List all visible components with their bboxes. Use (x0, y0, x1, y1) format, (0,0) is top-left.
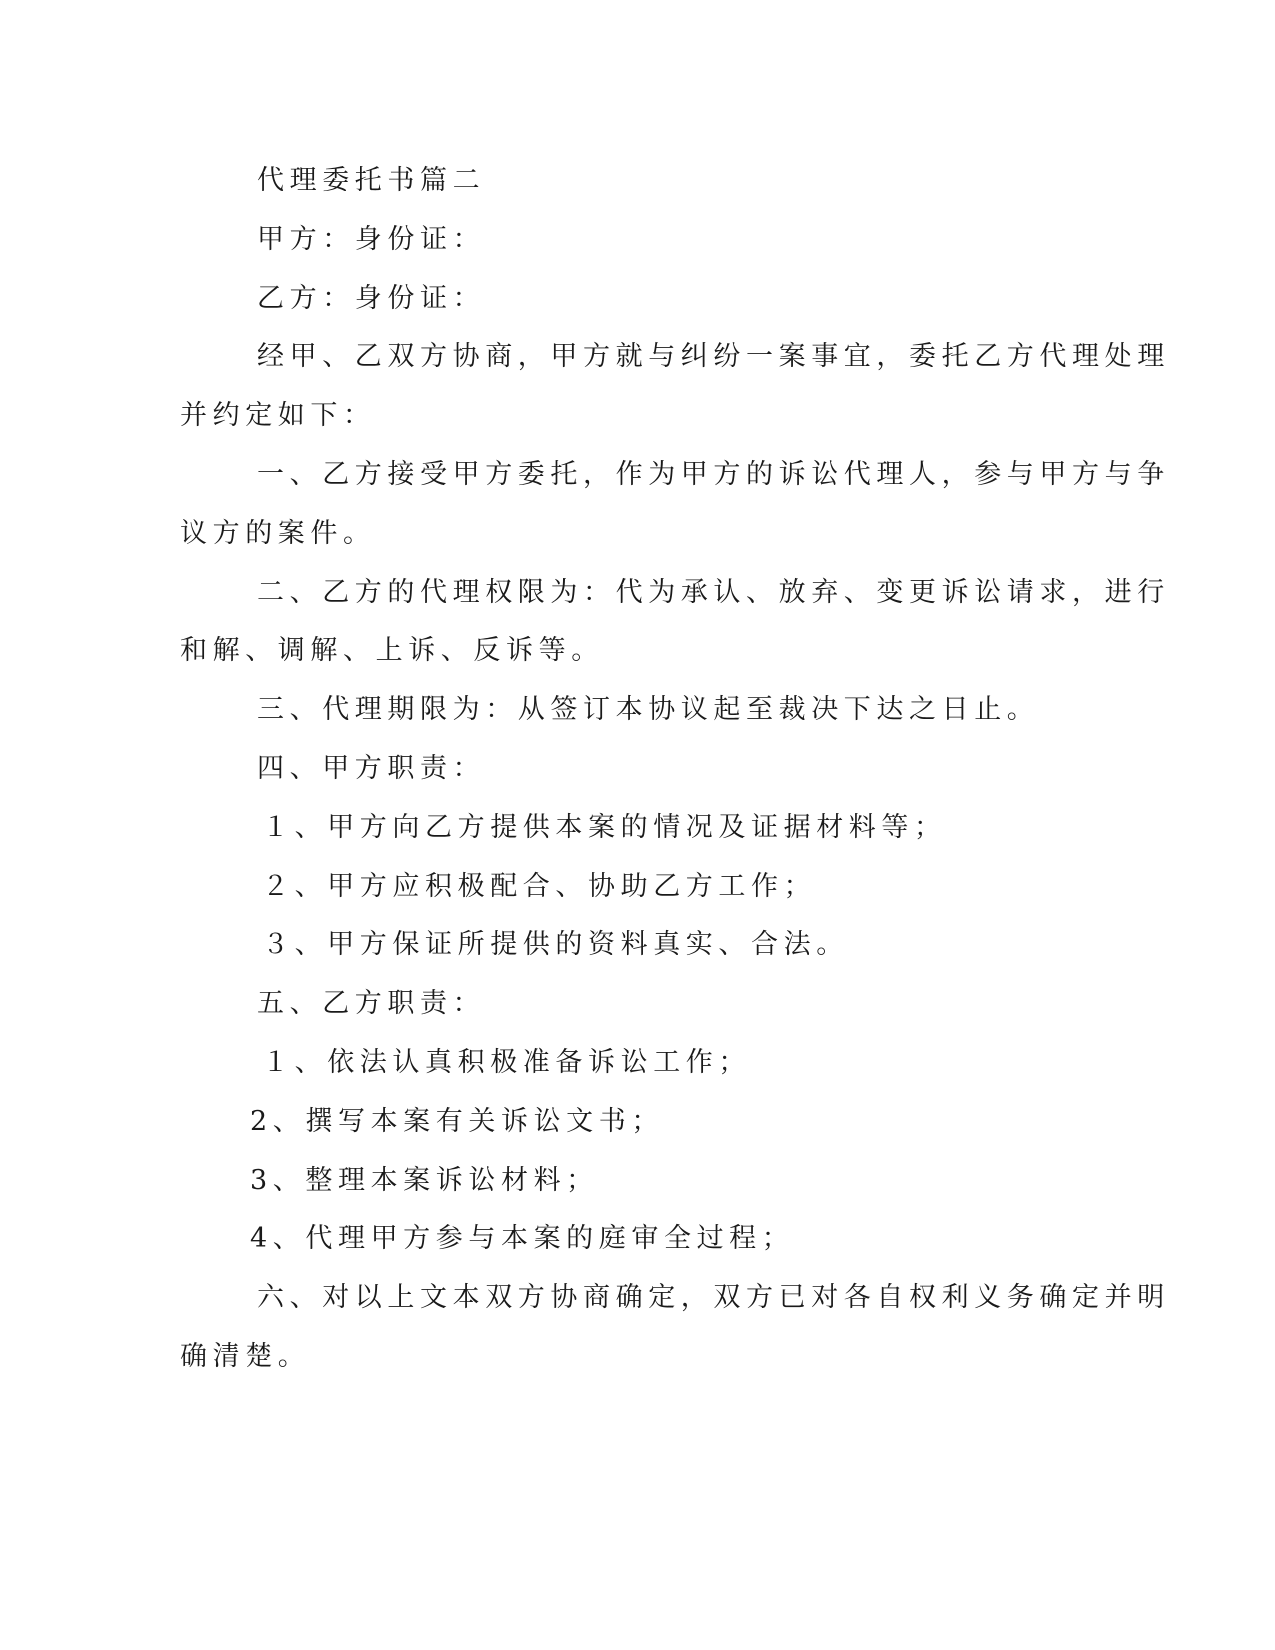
intro-paragraph-line-2: 并约定如下： (180, 400, 376, 431)
clause-1-line-2: 议方的案件。 (180, 518, 376, 549)
clause-5-item-4: 4、代理甲方参与本案的庭审全过程； (250, 1223, 795, 1254)
clause-2-line-2: 和解、调解、上诉、反诉等。 (180, 635, 604, 666)
clause-5-item-2: 2、撰写本案有关诉讼文书； (250, 1106, 664, 1137)
clause-4-heading: 四、甲方职责： (257, 753, 486, 784)
clause-3: 三、代理期限为：从签订本协议起至裁决下达之日止。 (257, 694, 1040, 725)
clause-1-line-1: 一、乙方接受甲方委托，作为甲方的诉讼代理人，参与甲方与争 (257, 459, 1170, 490)
clause-4-item-1: １、甲方向乙方提供本案的情况及证据材料等； (262, 812, 947, 843)
clause-5-item-1: １、依法认真积极准备诉讼工作； (262, 1047, 751, 1078)
intro-paragraph-line-1: 经甲、乙双方协商，甲方就与纠纷一案事宜，委托乙方代理处理 (257, 341, 1170, 372)
clause-5-item-3: 3、整理本案诉讼材料； (250, 1165, 599, 1196)
clause-4-item-2: ２、甲方应积极配合、协助乙方工作； (262, 871, 817, 902)
document-heading: 代理委托书篇二 (257, 165, 486, 196)
clause-4-item-3: ３、甲方保证所提供的资料真实、合法。 (262, 929, 849, 960)
clause-5-heading: 五、乙方职责： (257, 988, 486, 1019)
party-a-line: 甲方：身份证： (257, 224, 486, 255)
party-b-line: 乙方：身份证： (257, 283, 486, 314)
clause-6-line-2: 确清楚。 (180, 1341, 311, 1372)
clause-2-line-1: 二、乙方的代理权限为：代为承认、放弃、变更诉讼请求，进行 (257, 577, 1170, 608)
clause-6-line-1: 六、对以上文本双方协商确定，双方已对各自权利义务确定并明 (257, 1282, 1170, 1313)
